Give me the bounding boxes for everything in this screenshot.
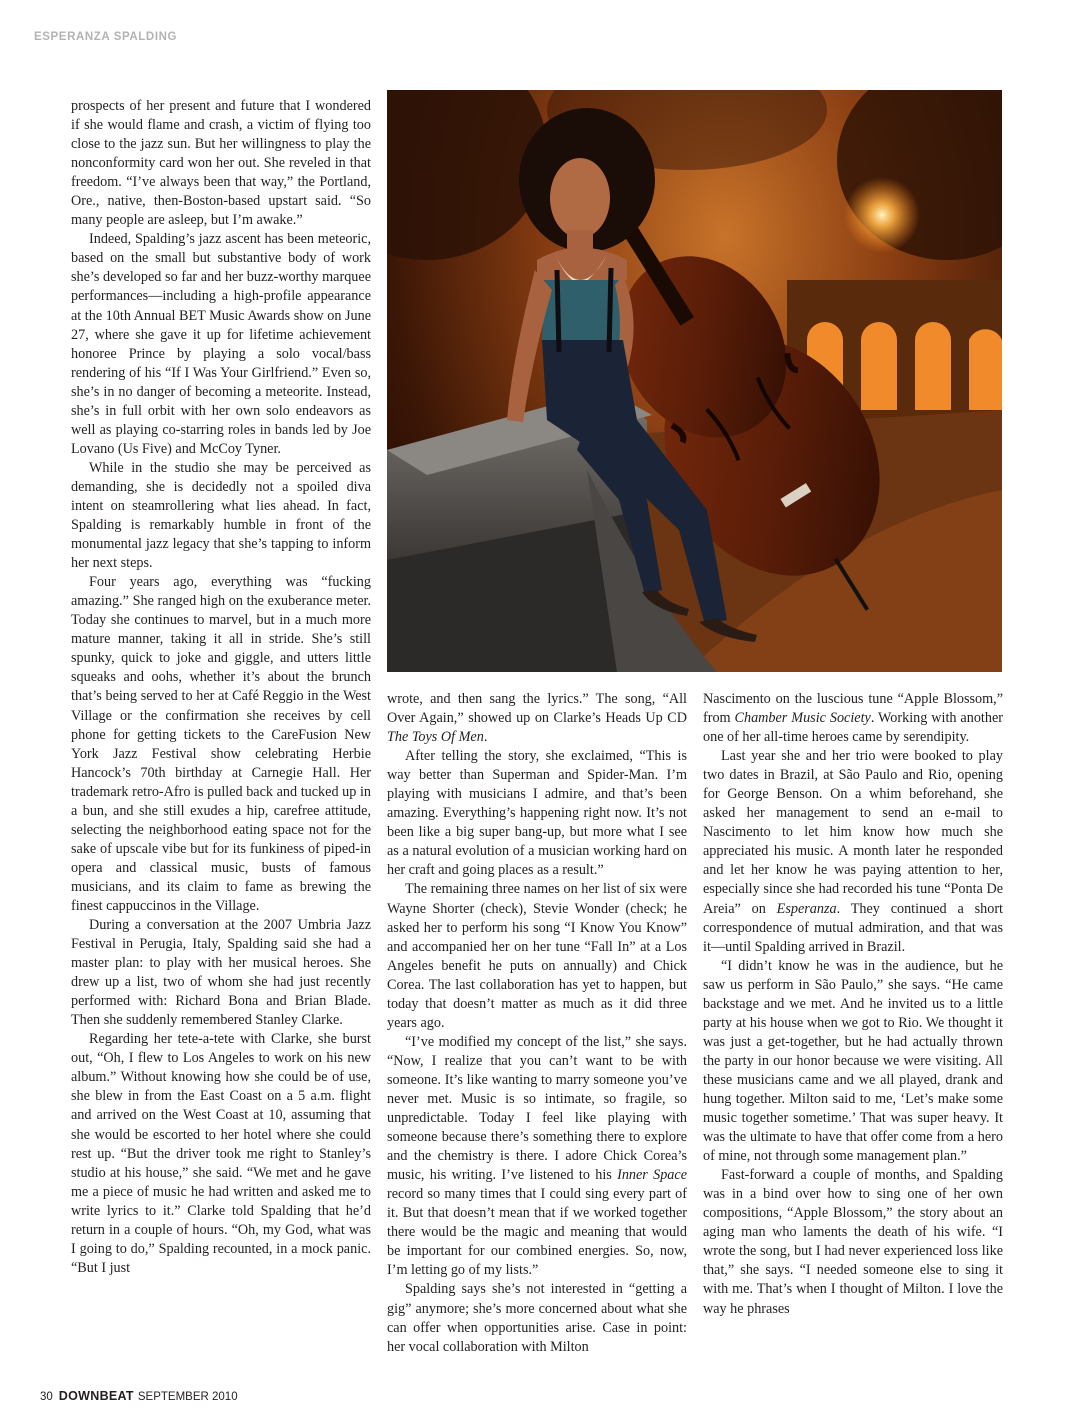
photo-illustration (387, 90, 1002, 672)
paragraph: Regarding her tete-a-tete with Clarke, she burst out, “Oh, I flew to Los Angeles to work on his new album.” Without knowing how she could be of use, she blew in from the East Coast on a 5 a.m. flight and arrived on the West Coast at 10, assuming that she would be escorted to her hotel where she could rest up. “But the driver took me right to Stanley’s studio at his house,” she said. “We met and he gave me a piece of music he had written and asked me to write lyrics to it.” Clarke told Spalding that he’d return in a couple of hours. “Oh, my God, what was I going to do,” Spalding recounted, in a mock panic. “But I just (71, 1031, 371, 1276)
magazine-name: DOWNBEAT (58, 1389, 134, 1403)
text-run: record so many times that I could sing every part of it. But that doesn’t mean that if we worked together there would be the magic and meaning that would be important for our combined energies. So, now, I’m letting go of my lists.” (387, 1186, 687, 1279)
text-run: wrote, and then sang the lyrics.” The song, “All Over Again,” showed up on Clarke’s Heads Up CD (387, 691, 687, 727)
paragraph (387, 690, 687, 747)
article-column-3 (703, 690, 1003, 1319)
text-run: Last year she and her trio were booked to play two dates in Brazil, at São Paulo and Rio, opening for George Benson. On a whim beforehand, she asked her management to send an e-mail to Nascimento to let him know how much she appreciated his music. A month later he responded and let her know he was paying attention to her, especially since she had recorded his tune “Ponta De Areia” on (703, 748, 1003, 917)
text-run: . Working with another one of her all-time heroes came by serendipity. (703, 710, 1003, 746)
album-title: Chamber Music Society (734, 710, 871, 727)
paragraph: Indeed, Spalding’s jazz ascent has been meteoric, based on the small but substantive body of work she’s developed so far and her buzz-worthy marquee performances—including a high-profile appearance at the 10th Annual BET Music Awards show on June 27, where she gave it up for lifetime achievement honoree Prince by playing a solo vocal/bass rendering of his “If I Was Your Girlfriend.” Even so, she’s in no danger of becoming a meteorite. Instead, she’s in full orbit with her own solo endeavors as well as playing co-starring roles in bands led by Joe Lovano (Us Five) and McCoy Tyner. (71, 231, 371, 457)
paragraph (703, 690, 1003, 747)
article-column-2 (387, 690, 687, 1357)
running-head: ESPERANZA SPALDING (34, 31, 178, 43)
paragraph: After telling the story, she exclaimed, “This is way better than Superman and Spider-Man. I’m playing with musicians I admire, and that’s been amazing. Everything’s happening right now. It’s not been like a big super bang-up, but more what I see as a natural evolution of a musician working hard on her craft and going places as a result.” (387, 748, 687, 879)
paragraph: The remaining three names on her list of six were Wayne Shorter (check), Stevie Wonder (check; he asked her to perform his song “I Know You Know” and accompanied her on her tune “Fall In” at a Los Angeles benefit he puts on annually) and Chick Corea. The last collaboration has yet to happen, but today that doesn’t matter as much as it did three years ago. (387, 881, 687, 1031)
album-title: Esperanza (776, 900, 837, 917)
paragraph: While in the studio she may be perceived as demanding, she is decidedly not a spoiled diva intent on steamrollering what lies ahead. In fact, Spalding is remarkably humble in front of the monumental jazz legacy that she’s tapping to inform her next steps. (71, 459, 371, 572)
page-footer (40, 1389, 238, 1403)
paragraph (703, 747, 1003, 957)
album-title: Inner Space (617, 1167, 687, 1184)
album-title: The Toys Of Men (387, 729, 484, 746)
text-run: Nascimento on the luscious tune “Apple Blossom,” from (703, 691, 1003, 727)
text-run: “I’ve modified my concept of the list,” she says. “Now, I realize that you can’t want to be with someone. It’s like wanting to marry someone you’ve never met. Music is so intimate, so fragile, so unpredictable. Today I feel like playing with someone because there’s something there to explore and the chemistry is there. I adore Chick Corea’s music, his writing. I’ve listened to his (387, 1033, 687, 1184)
paragraph: During a conversation at the 2007 Umbria Jazz Festival in Perugia, Italy, Spalding said she had a master plan: to play with her musical heroes. She drew up a list, two of whom she had just recently performed with: Richard Bona and Brian Blade. Then she suddenly remembered Stanley Clarke. (71, 917, 371, 1029)
issue-date: SEPTEMBER 2010 (137, 1391, 238, 1403)
paragraph: Four years ago, everything was “fucking amazing.” She ranged high on the exuberance meter. Today she continues to marvel, but in a much more mature manner, taking it all in stride. She’s still spunky, quick to joke and giggle, and utters little squeaks and oohs, whether it’s about the brunch that’s being served to her at Café Reggio in the West Village or the confirmation she receives by cell phone for getting tickets to the CareFusion New York Jazz Festival show celebrating Herbie Hancock’s 70th birthday at Carnegie Hall. Her trademark retro-Afro is pulled back and tucked up in a bun, and she still exudes a hip, carefree attitude, selecting the neighborhood eating space not for the sake of upscale vibe but for its funkiness of piped-in opera and classical music, busts of famous musicians, and its claim to fame as brewing the finest cappuccinos in the Village. (71, 574, 371, 914)
text-run: . (483, 729, 488, 746)
paragraph: Fast-forward a couple of months, and Spalding was in a bind over how to sing one of her own compositions, “Apple Blossom,” the story about an aging man who laments the death of his wife. “I wrote the song, but I had never experienced loss like that,” she says. “I needed someone else to sing it with me. That’s when I thought of Milton. I love the way he phrases (703, 1167, 1003, 1317)
paragraph: Spalding says she’s not interested in “getting a gig” anymore; she’s more concerned about what she can offer when opportunities arise. Case in point: her vocal collaboration with Milton (387, 1281, 687, 1355)
paragraph: prospects of her present and future that I wondered if she would flame and crash, a victim of flying too close to the jazz sun. But her willingness to play the nonconformity card won her out. She reveled in that freedom. “I’ve always been that way,” the Portland, Ore., native, then-Boston-based upstart said. “So many people are asleep, but I’m awake.” (71, 98, 371, 229)
paragraph: “I didn’t know he was in the audience, but he saw us perform in São Paulo,” she says. “He came backstage and we met. And he invited us to a little party at his house when we got to Rio. We thought it was just a get-together, but he had actually thrown the party in our honor because we were visiting. All these musicians came and we all played, drank and hung together. Milton said to me, ‘Let’s make some music together sometime.’ That was super heavy. It was the ultimate to have that offer come from a hero of mine, not through some management plan.” (703, 957, 1003, 1165)
paragraph (387, 1033, 687, 1281)
portrait-photo (387, 90, 1002, 672)
page-number: 30 (40, 1391, 53, 1403)
article-column-1 (71, 97, 371, 1278)
text-run: . They continued a short correspondence of mutual admiration, and that was it—until Spalding arrived in Brazil. (703, 900, 1003, 955)
